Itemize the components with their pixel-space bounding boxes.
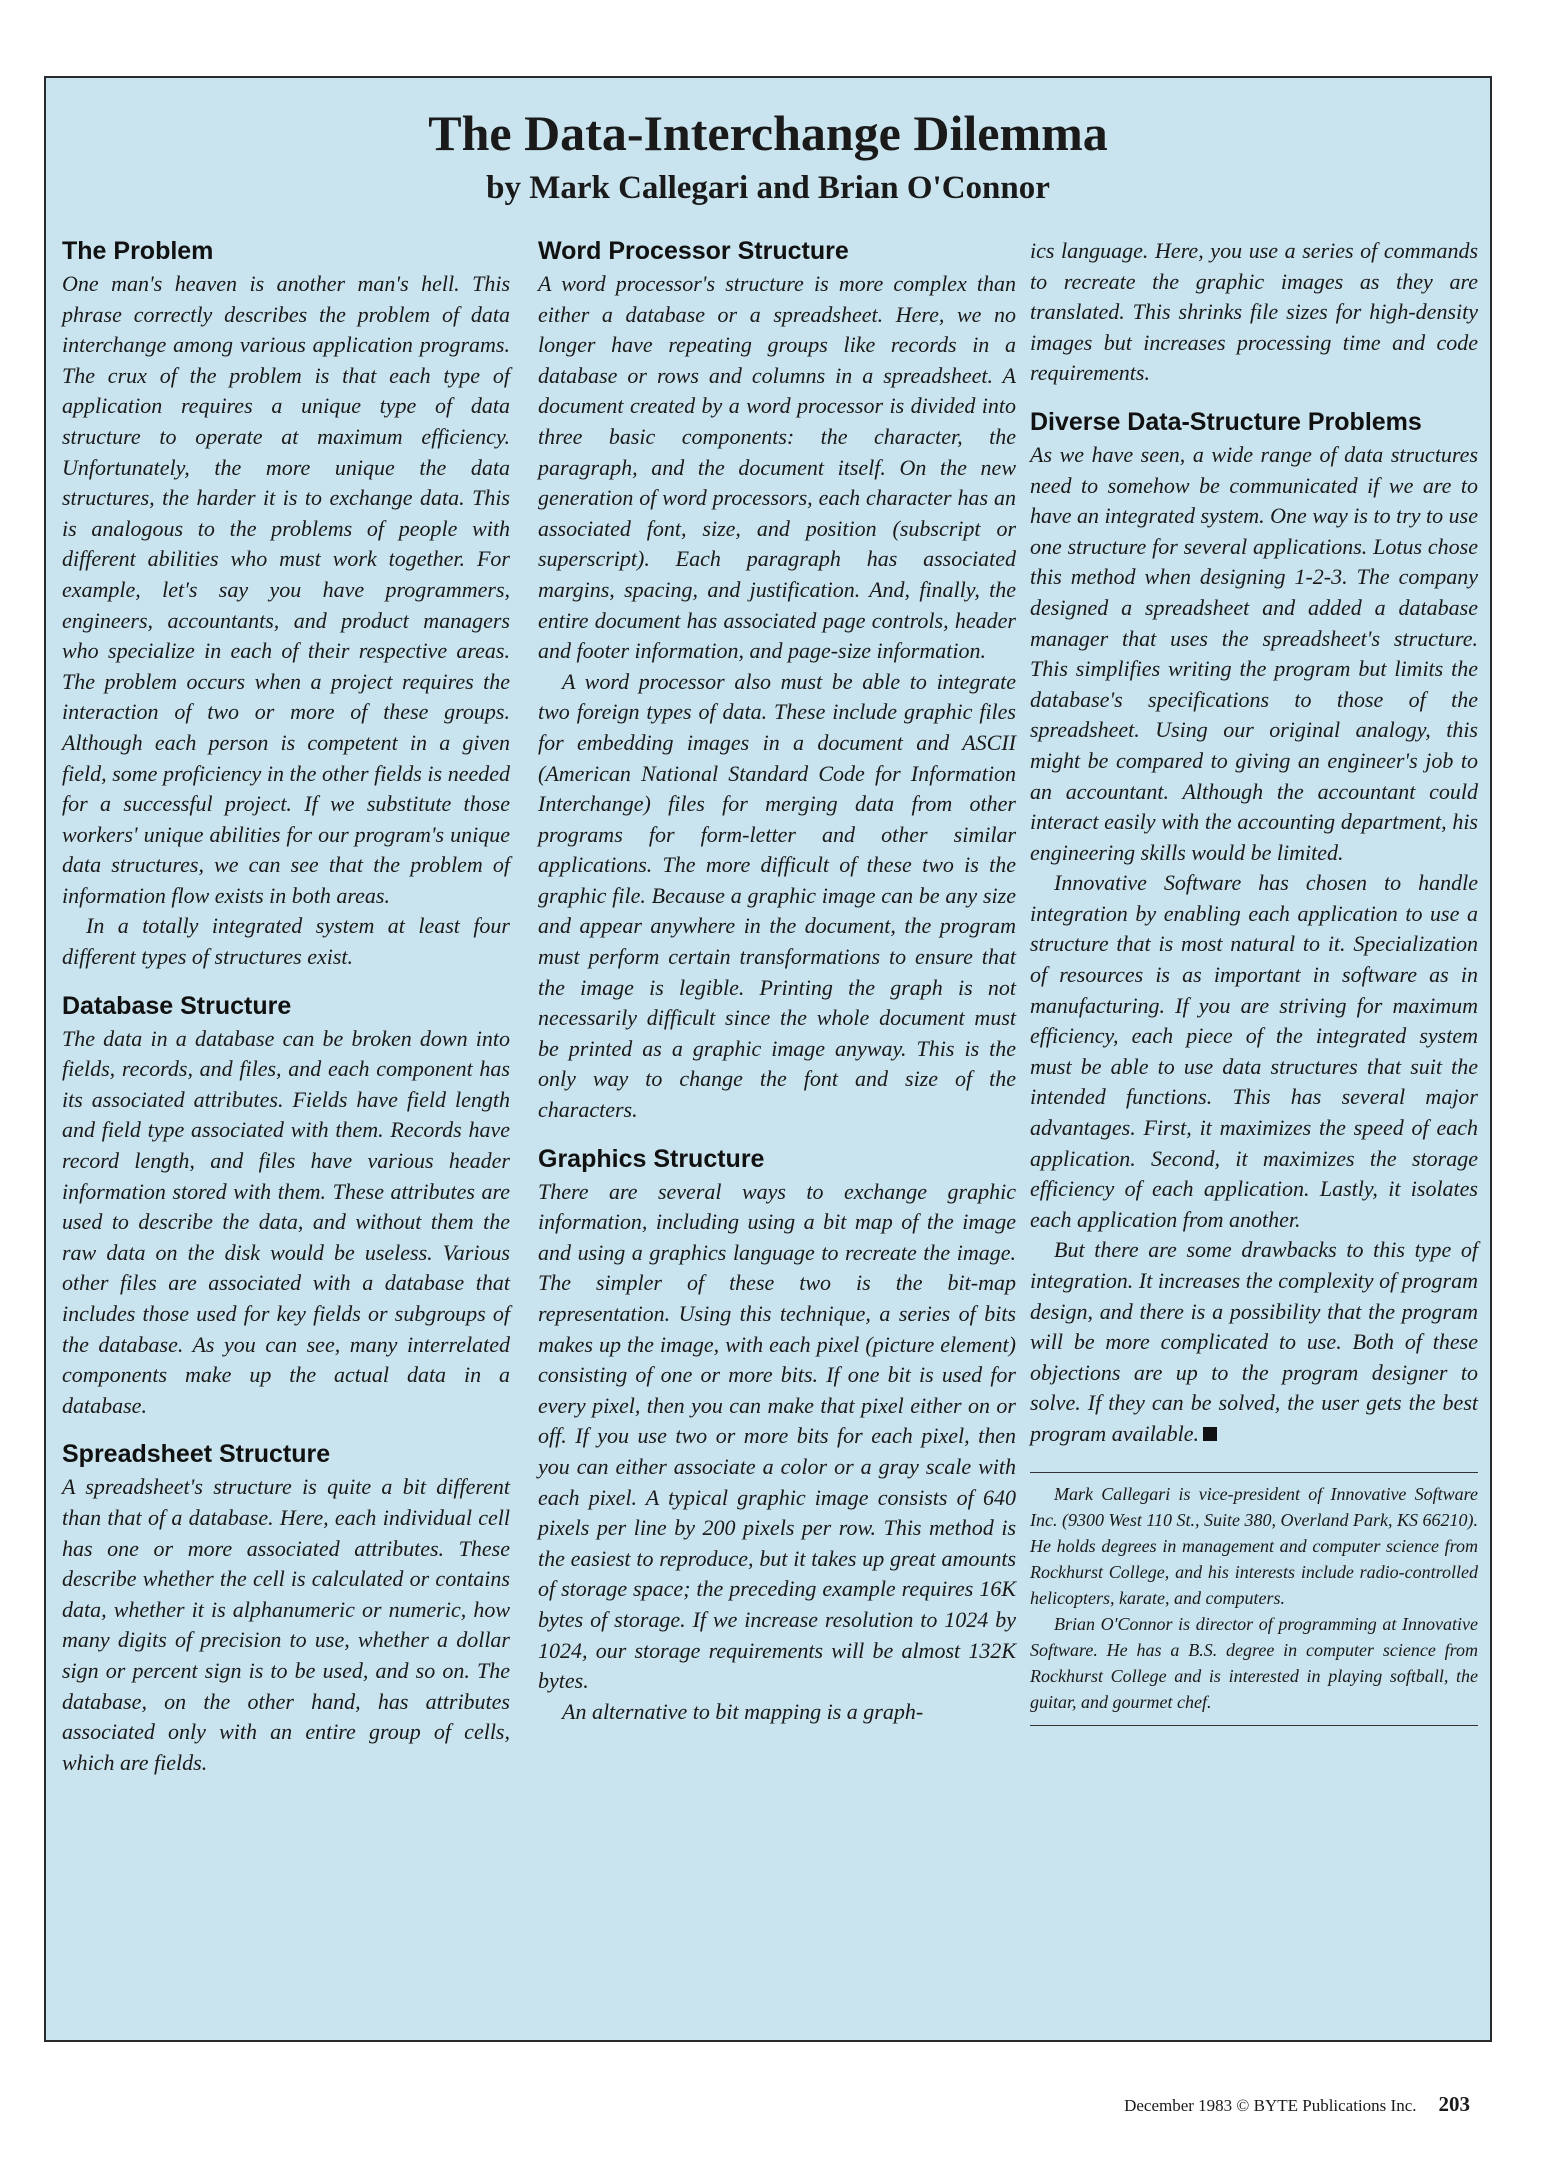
article-byline: by Mark Callegari and Brian O'Connor <box>486 170 1050 206</box>
heading-diverse: Diverse Data-Structure Problems <box>1030 407 1422 436</box>
paragraph: There are several ways to exchange graphic information, including using a bit map of the image and using a graphics language to recreate the image. The simpler of these two is the bit-map representation. Using this technique, a series of bits makes up the image, with each pixel (picture element) consisting of one or more bits. If one bit is used for every pixel, then you can make that pixel either on or off. If you use two or more bits for each pixel, then you can either associate a color or a gray scale with each pixel. A typical graphic image consists of 640 pixels per line by 200 pixels per row. This method is the easiest to reproduce, but it takes up great amounts of storage space; the preceding example requires 16K bytes of storage. If we increase resolution to 1024 by 1024, our storage requirements will be almost 132K bytes. <box>538 1178 1016 1694</box>
paragraph: In a totally integrated system at least four different types of structures exist. <box>62 913 510 970</box>
article-title: The Data-Interchange Dilemma <box>428 105 1108 161</box>
heading-database: Database Structure <box>62 991 292 1020</box>
column-1 <box>62 236 510 1778</box>
paragraph: A word processor also must be able to integrate two foreign types of data. These include graphic files for embedding images in a document and ASCII (American National Standard Code for Information Interchange) files for merging data from other programs for form-letter and other similar applications. The more difficult of these two is the graphic file. Because a graphic image can be any size and appear anywhere in the document, the program must perform certain transformations to ensure that the image is legible. Printing the graph is not necessarily difficult since the whole document must be printed as a graphic image anyway. This is the only way to change the font and size of the characters. <box>538 668 1016 1123</box>
page-number: 203 <box>1438 2092 1470 2116</box>
footer-credit: December 1983 © BYTE Publications Inc. <box>1124 2096 1417 2115</box>
paragraph: Innovative Software has chosen to handle integration by enabling each application to use a structure that is most natural to it. Specialization of resources is as important in software as in manufacturing. If you are striving for maximum efficiency, each piece of the integrated system must be able to use data structures that suit the intended functions. This has several major advantages. First, it maximizes the speed of each application. Second, it maximizes the storage efficiency of each application. Lastly, it isolates each application from another. <box>1030 870 1478 1232</box>
heading-graphics: Graphics Structure <box>538 1144 765 1173</box>
paragraph: A spreadsheet's structure is quite a bit different than that of a database. Here, each individual cell has one or more associated attributes. These describe whether the cell is calculated or contains data, whether it is alphanumeric or numeric, how many digits of precision to use, whether a dollar sign or percent sign is to be used, and so on. The database, on the other hand, has attributes associated only with an entire group of cells, which are fields. <box>62 1474 510 1775</box>
heading-spreadsheet: Spreadsheet Structure <box>62 1440 331 1469</box>
paragraph-continuation: ics language. Here, you use a series of commands to recreate the graphic images as they are translated. This shrinks file sizes for high-density images but increases processing time and code requirements. <box>1030 238 1478 386</box>
final-text: But there are some drawbacks to this type of integration. It increases the complexity of program design, and there is a possibility that the program will be more complicated to use. Both of these objections are up to the program designer to solve. If they can be solved, the user gets the best program available. <box>1030 1237 1478 1446</box>
paragraph: The data in a database can be broken down into fields, records, and files, and each component has its associated attributes. Fields have field length and field type associated with them. Records have record length, and files have various header information stored with them. These attributes are used to describe the data, and without them the raw data on the disk would be useless. Various other files are associated with a database that includes those used for key fields or subgroups of the database. As you can see, many interrelated components make up the actual data in a database. <box>62 1025 510 1418</box>
bio-oconnor: Brian O'Connor is director of programming at Innovative Software. He has a B.S. degree in computer science from Rockhurst College and is interested in playing softball, the guitar, and gourmet chef. <box>1030 1613 1478 1712</box>
article-panel <box>44 76 1492 2042</box>
paragraph-final <box>1030 1235 1478 1449</box>
heading-word-processor: Word Processor Structure <box>538 237 849 265</box>
paragraph: A word processor's structure is more complex than either a database or a spreadsheet. Here, we no longer have repeating groups like records in a database or rows and columns in a spreadsheet. A document created by a word processor is divided into three basic components: the character, the paragraph, and the document itself. On the new generation of word processors, each character has an associated font, size, and position (subscript or superscript). Each paragraph has associated margins, spacing, and justification. And, finally, the entire document has associated page controls, header and footer information, and page-size information. <box>538 271 1016 664</box>
heading-problem: The Problem <box>62 237 214 265</box>
column-2 <box>538 236 1016 1727</box>
paragraph: One man's heaven is another man's hell. This phrase correctly describes the problem of data interchange among various application programs. The crux of the problem is that each type of application requires a unique type of data structure to operate at maximum efficiency. Unfortunately, the more unique the data structures, the harder it is to exchange data. This is analogous to the problems of people with different abilities who must work together. For example, let's say you have programmers, engineers, accountants, and product managers who specialize in each of their respective areas. The problem occurs when a project requires the interaction of two or more of these groups. Although each person is competent in a given field, some proficiency in the other fields is needed for a successful project. If we substitute those workers' unique abilities for our program's unique data structures, we can see that the problem of information flow exists in both areas. <box>62 271 510 908</box>
page-footer <box>1124 2092 1470 2117</box>
bio-callegari: Mark Callegari is vice-president of Innovative Software Inc. (9300 West 110 St., Suite 380, Overland Park, KS 66210). He holds degrees in management and computer science from Rockhurst College, and his interests include radio-controlled helicopters, karate, and computers. <box>1030 1483 1478 1608</box>
paragraph: An alternative to bit mapping is a graph- <box>562 1698 924 1724</box>
column-3 <box>1030 236 1478 1726</box>
author-bios <box>1030 1472 1478 1726</box>
paragraph: As we have seen, a wide range of data structures need to somehow be communicated if we are to have an integrated system. One way is to try to use one structure for several applications. Lotus chose this method when designing 1-2-3. The company designed a spreadsheet and added a database manager that uses the spreadsheet's structure. This simplifies writing the program but limits the database's specifications to those of the spreadsheet. Using our original analogy, this might be compared to giving an engineer's job to an accountant. Although the accountant could interact easily with the accounting department, his engineering skills would be limited. <box>1030 441 1478 865</box>
end-mark-icon <box>1203 1427 1217 1441</box>
